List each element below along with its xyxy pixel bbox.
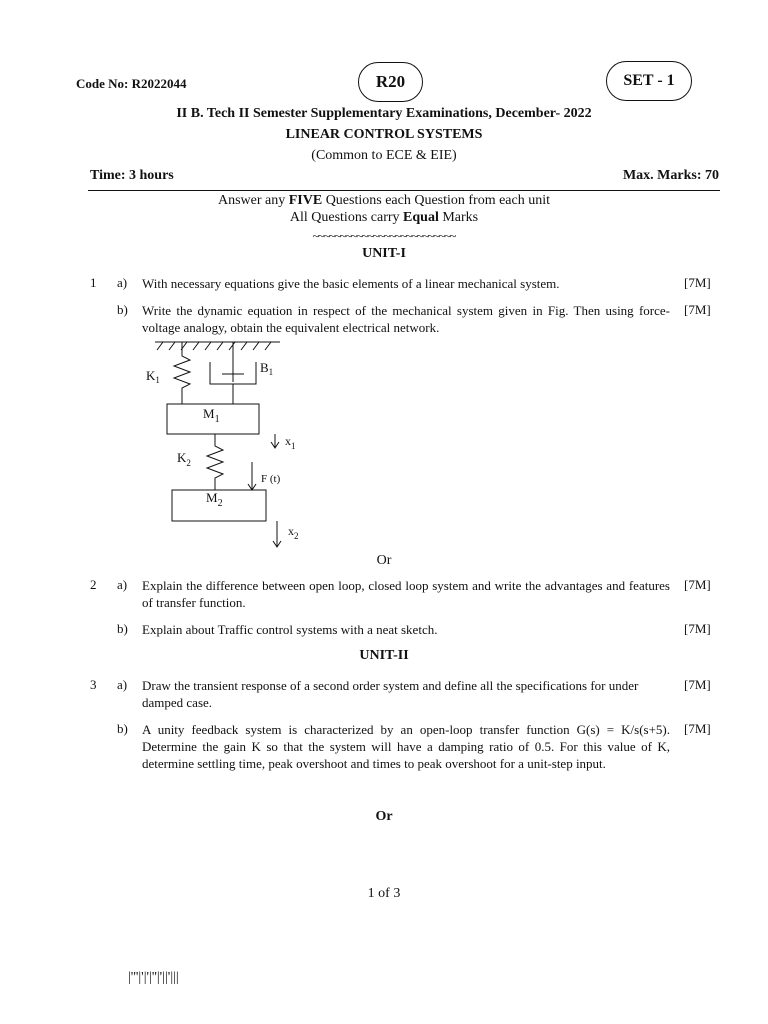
label-m1: $M_1$ xyxy=(203,406,220,425)
question-3b-label: b) xyxy=(117,721,128,736)
instruction-line-2: All Questions carry Equal Marks xyxy=(289,210,479,225)
question-1-number: 1 xyxy=(90,275,97,290)
common-to: (Common to ECE & EIE) xyxy=(311,148,457,163)
ground-hatch xyxy=(157,342,271,350)
question-3a-marks: [7M] xyxy=(684,677,711,692)
time-allowed: Time: 3 hours xyxy=(90,168,174,183)
question-2a-marks: [7M] xyxy=(684,577,711,592)
question-3a-text: Draw the transient response of a second order system and define all the specifications for under damped case. xyxy=(142,678,639,710)
page-number: 1 of 3 xyxy=(367,886,401,901)
mechanical-system-figure xyxy=(140,334,340,554)
question-1a-text: With necessary equations give the basic elements of a linear mechanical system. xyxy=(142,276,560,291)
question-1a-marks: [7M] xyxy=(684,275,711,290)
label-b1: $B_1$ xyxy=(260,360,274,377)
spring-k2 xyxy=(207,434,223,490)
question-2-number: 2 xyxy=(90,577,97,592)
question-2a-label: a) xyxy=(117,577,128,592)
label-x1: $x_1$ xyxy=(285,434,296,451)
x1-arrow xyxy=(271,434,279,448)
label-k1: $K_1$ xyxy=(146,368,160,385)
question-3b-marks: [7M] xyxy=(684,721,711,736)
question-3b-text: A unity feedback system is characterized by an open-loop transfer function G(s) = K/s(s+5). Determine the gain K so that the system will have a damping ratio of 0.5. For this value of K, determine settling time, peak overshoot and times to peak overshoot for a unit-step input. xyxy=(142,722,670,771)
label-force: F (t) xyxy=(261,473,281,485)
subject-title: LINEAR CONTROL SYSTEMS xyxy=(285,127,483,142)
or-separator-2: Or xyxy=(375,809,393,824)
force-arrow xyxy=(248,462,256,490)
max-marks: Max. Marks: 70 xyxy=(622,168,719,183)
label-x2: $x_2$ xyxy=(288,524,299,541)
unit-1-heading: UNIT-I xyxy=(362,246,406,261)
question-2b-marks: [7M] xyxy=(684,621,711,636)
unit-2-heading: UNIT-II xyxy=(359,648,409,663)
question-1b-text: Write the dynamic equation in respect of the mechanical system given in Fig. Then using force-voltage analogy, obtain the equivalent electrical network. xyxy=(142,303,670,335)
or-separator-1: Or xyxy=(376,553,392,568)
question-3-number: 3 xyxy=(90,677,97,692)
instruction-line-1: Answer any FIVE Questions each Question from each unit xyxy=(217,193,551,208)
barcode-mark: |'''|'|'|''|'||'||| xyxy=(128,970,179,985)
question-1b-marks: [7M] xyxy=(684,302,711,317)
header-divider xyxy=(88,190,720,191)
question-2b-text: Explain about Traffic control systems with a neat sketch. xyxy=(142,622,438,637)
question-2a-text: Explain the difference between open loop, closed loop system and write the advantages and features of transfer function. xyxy=(142,578,670,610)
tilde-divider: ~~~~~~~~~~~~~~~~~~~~~~~~~~ xyxy=(312,229,456,243)
x2-arrow xyxy=(273,521,281,547)
question-2b-label: b) xyxy=(117,621,128,636)
label-k2: $K_2$ xyxy=(177,450,191,468)
damper-b1-rod xyxy=(222,342,244,382)
question-3a-label: a) xyxy=(117,677,128,692)
spring-k1 xyxy=(174,342,190,404)
question-1a-label: a) xyxy=(117,275,128,290)
regulation-badge: R20 xyxy=(358,62,423,102)
set-badge: SET - 1 xyxy=(606,61,692,101)
exam-title: II B. Tech II Semester Supplementary Examinations, December- 2022 xyxy=(176,106,592,121)
label-m2: $M_2$ xyxy=(206,490,223,509)
code-number: Code No: R2022044 xyxy=(76,76,187,91)
question-1b-label: b) xyxy=(117,302,128,317)
